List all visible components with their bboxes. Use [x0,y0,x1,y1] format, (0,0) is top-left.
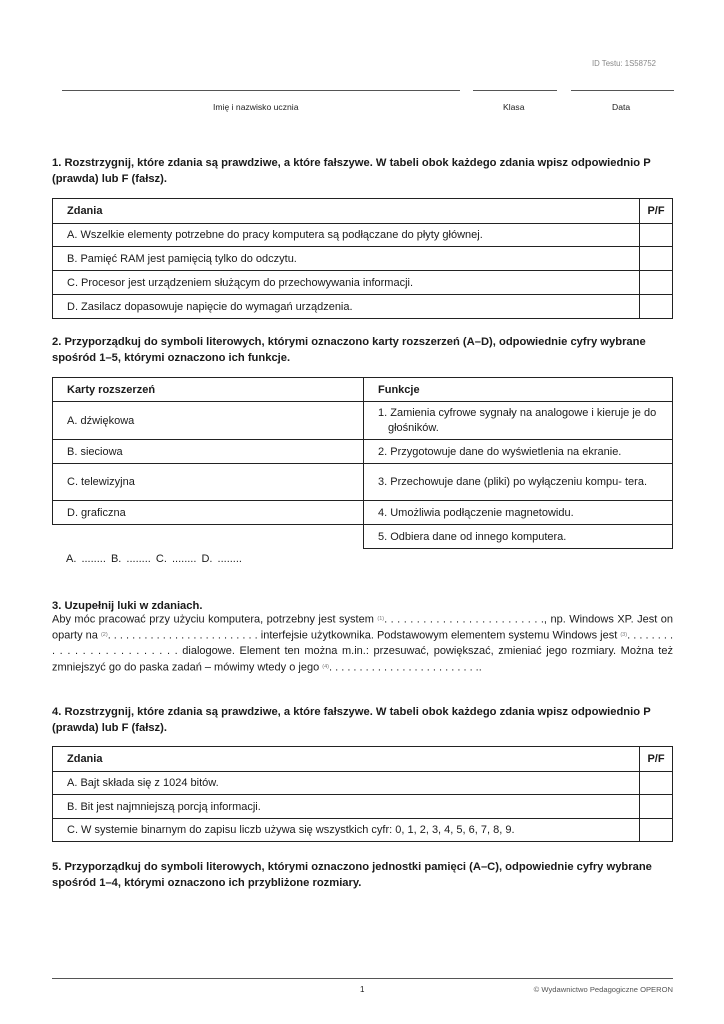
q1-row-b: B. Pamięć RAM jest pamięcią tylko do odczytu. [53,247,640,271]
q4-row-c: C. W systemie binarnym do zapisu liczb używa się wszystkich cyfr: 0, 1, 2, 3, 4, 5, 6, 7, 8, 9. [53,819,640,842]
q2-empty-cell [53,525,364,549]
q3-part-3: interfejsie użytkownika. Podstawowym elementem systemu Windows jest [260,629,618,642]
q2-card-b: B. sieciowa [53,440,364,464]
q3-gap-3-label: (3) [620,632,628,639]
q2-title: 2. Przyporządkuj do symboli literowych, którymi oznaczono karty rozszerzeń (A–D), odpowiednie cyfry wybrane spośród 1–5, którymi oznaczono ich funkcje. [52,336,646,364]
q2-col-functions: Funkcje [364,378,673,402]
page-number: 1 [360,985,365,994]
q4-table [52,746,673,842]
q4-title: 4. Rozstrzygnij, które zdania są prawdziwe, a które fałszywe. W tabeli obok każdego zdania wpisz odpowiednio P (prawda) lub F (fałsz). [52,706,651,734]
q3-part-2: , np. Windows XP. Jest on oparty na [52,613,673,642]
q4-answer-cell-c[interactable] [640,819,673,842]
q3-gap-4-label: (4) [322,663,329,670]
q3-part-1: Aby móc pracować przy użyciu komputera, potrzebny jest system [52,613,374,626]
date-label: Data [612,102,631,112]
name-line[interactable] [62,90,460,91]
q1-answer-cell-c[interactable] [640,271,673,295]
q4-row-a: A. Bajt składa się z 1024 bitów. [53,772,640,795]
test-id: ID Testu: 1S58752 [591,59,656,68]
q3-gap-1[interactable]: . . . . . . . . . . . . . . . . . . . . . . . . . [384,613,544,626]
q2-function-3: 3. Przechowuje dane (pliki) po wyłączeniu kompu- tera. [378,475,648,488]
q4-answer-cell-a[interactable] [640,772,673,795]
footer-divider [52,978,673,979]
q1-answer-cell-d[interactable] [640,295,673,319]
q3-gap-3[interactable]: . . . . . . . . . . . . . . . . . . . . . . . . . [52,629,673,658]
q2-card-c: C. telewizyjna [53,464,364,501]
q2-col-cards: Karty rozszerzeń [53,378,364,402]
q3-part-4: dialogowe. Element ten można m.in.: przesuwać, powiększać, zmieniać jego rozmiary. Można też zmniejszyć go do paska zadań – mówimy wtedy o jego [52,645,673,674]
q4-row-b: B. Bit jest najmniejszą porcją informacji. [53,795,640,819]
q4-answer-cell-b[interactable] [640,795,673,819]
q1-answer-cell-b[interactable] [640,247,673,271]
q2-function-2: 2. Przygotowuje dane do wyświetlenia na ekranie. [364,440,673,464]
q2-card-d: D. graficzna [53,501,364,525]
class-line[interactable] [473,90,557,91]
q1-col-pf: P/F [640,199,673,224]
q2-function-5: 5. Odbiera dane od innego komputera. [364,525,673,549]
q3-title: 3. Uzupełnij luki w zdaniach. [52,600,203,612]
q1-row-c: C. Procesor jest urządzeniem służącym do przechowywania informacji. [53,271,640,295]
q2-table [52,377,673,549]
name-label: Imię i nazwisko ucznia [213,102,299,112]
q3-gap-4[interactable]: . . . . . . . . . . . . . . . . . . . . . . . . . [328,661,479,674]
q1-row-d: D. Zasilacz dopasowuje napięcie do wymagań urządzenia. [53,295,640,319]
date-line[interactable] [571,90,674,91]
q1-table [52,198,673,319]
q1-title: 1. Rozstrzygnij, które zdania są prawdziwe, a które fałszywe. W tabeli obok każdego zdania wpisz odpowiednio P (prawda) lub F (fałsz). [52,157,651,185]
q1-row-a: A. Wszelkie elementy potrzebne do pracy komputera są podłączane do płyty głównej. [53,224,640,247]
q5-title: 5. Przyporządkuj do symboli literowych, którymi oznaczono jednostki pamięci (A–C), odpowiednie cyfry wybrane spośród 1–4, którymi oznaczono ich przybliżone rozmiary. [52,861,652,889]
q3-gap-2-label: (2) [100,632,108,639]
q3-gap-1-label: (1) [377,616,385,622]
q4-col-pf: P/F [640,747,673,772]
q2-answer-line[interactable]: A. ........ B. ........ C. ........ D. ........ [66,553,242,565]
q3-part-5: . [478,661,482,674]
q4-col-statement: Zdania [53,747,640,772]
q1-answer-cell-a[interactable] [640,224,673,247]
q3-fill-text [52,612,673,676]
q2-card-a: A. dźwiękowa [53,402,364,440]
copyright: © Wydawnictwo Pedagogiczne OPERON [533,985,673,994]
class-label: Klasa [503,102,525,112]
q1-col-statement: Zdania [53,199,640,224]
q2-function-1: 1. Zamienia cyfrowe sygnały na analogowe i kieruje je do głośników. [378,406,657,434]
q2-function-4: 4. Umożliwia podłączenie magnetowidu. [364,501,673,525]
q3-gap-2[interactable]: . . . . . . . . . . . . . . . . . . . . . . . . . [107,629,258,642]
